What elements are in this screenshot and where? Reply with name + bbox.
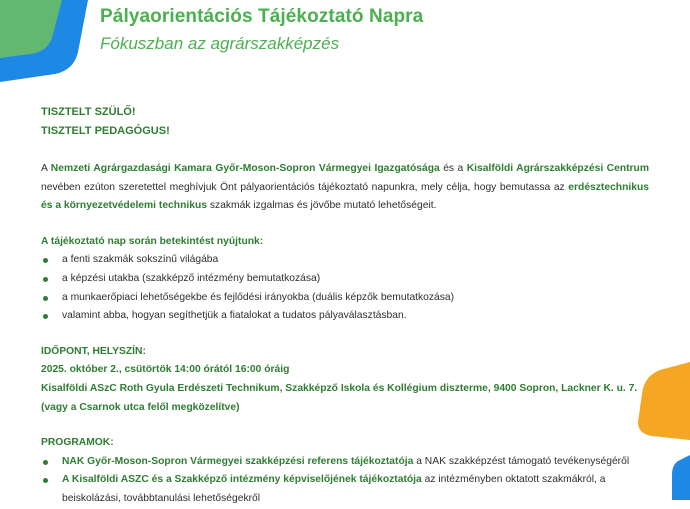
list-item: a munkaerőpiaci lehetőségekbe és fejlődési irányokba (duális képzők bemutatkozása): [41, 289, 649, 308]
page-title: Pályaorientációs Tájékoztató Napra: [100, 6, 424, 27]
list-item: a képzési utakba (szakképző intézmény bemutatkozása): [41, 270, 649, 289]
insights-list: [41, 251, 649, 325]
corner-decoration-bottom-right: [670, 455, 690, 500]
insights-title: A tájékoztató nap során betekintést nyújtunk:: [41, 235, 264, 247]
greeting-line-teacher: TISZTELT PEDAGÓGUS!: [41, 125, 170, 137]
list-item: [41, 471, 649, 508]
intro-org-nak: Nemzeti Agrárgazdasági Kamara Győr-Moson-Sopron Vármegyei Igazgatósága: [50, 163, 440, 174]
intro-highlight-professions: erdésztechnikus és a környezetvédelemi technikus: [41, 181, 649, 212]
intro-paragraph: [41, 160, 649, 216]
program-name: A Kisalföldi ASZC és a Szakképző intézmény képviselőjének tájékoztatója: [62, 474, 422, 486]
greeting: [41, 103, 649, 141]
corner-decoration-top-left: [0, 0, 95, 85]
list-item: [41, 453, 649, 472]
intro-text-1: A: [41, 163, 51, 174]
letter-body: [41, 103, 649, 509]
program-description: az intézményben oktatott szakmákról, a beiskolázási, továbbtanulási lehetőségekről: [62, 474, 606, 504]
list-item: valamint abba, hogyan segíthetjük a fiatalokat a tudatos pályaválasztásban.: [41, 307, 649, 326]
event-title: IDŐPONT, HELYSZÍN:: [41, 345, 146, 357]
event-location: Kisalföldi ASzC Roth Gyula Erdészeti Technikum, Szakképző Iskola és Kollégium diszterme, 9400 Sopron, Lackner K. u. 7. (vagy a Csarnok utca felől megközelítve): [41, 382, 638, 413]
program-name: NAK Győr-Moson-Sopron Vármegyei szakképzési referens tájékoztatója: [62, 455, 414, 467]
intro-text-4: szakmák izgalmas és jövőbe mutató lehetőségeit.: [206, 200, 437, 212]
programs-title: PROGRAMOK:: [41, 437, 114, 449]
list-item: a fenti szakmák sokszínű világába: [41, 251, 649, 270]
programs-list: [41, 453, 649, 509]
page-subtitle: Fókuszban az agrárszakképzés: [100, 34, 340, 53]
program-description: a NAK szakképzést támogató tevékenységéről: [413, 455, 630, 467]
intro-org-aszc: Kisalföldi Agrárszakképzési Centrum: [466, 163, 649, 174]
intro-text-2: és a: [439, 163, 467, 174]
intro-text-3: nevében ezúton szeretettel meghívjuk Önt pályaorientációs tájékoztató napunkra, mely célja, hogy bemutassa az: [41, 181, 569, 193]
greeting-line-parent: TISZTELT SZÜLŐ!: [41, 106, 136, 118]
event-date: 2025. október 2., csütörtök 14:00 órától 16:00 óráig: [41, 364, 290, 376]
